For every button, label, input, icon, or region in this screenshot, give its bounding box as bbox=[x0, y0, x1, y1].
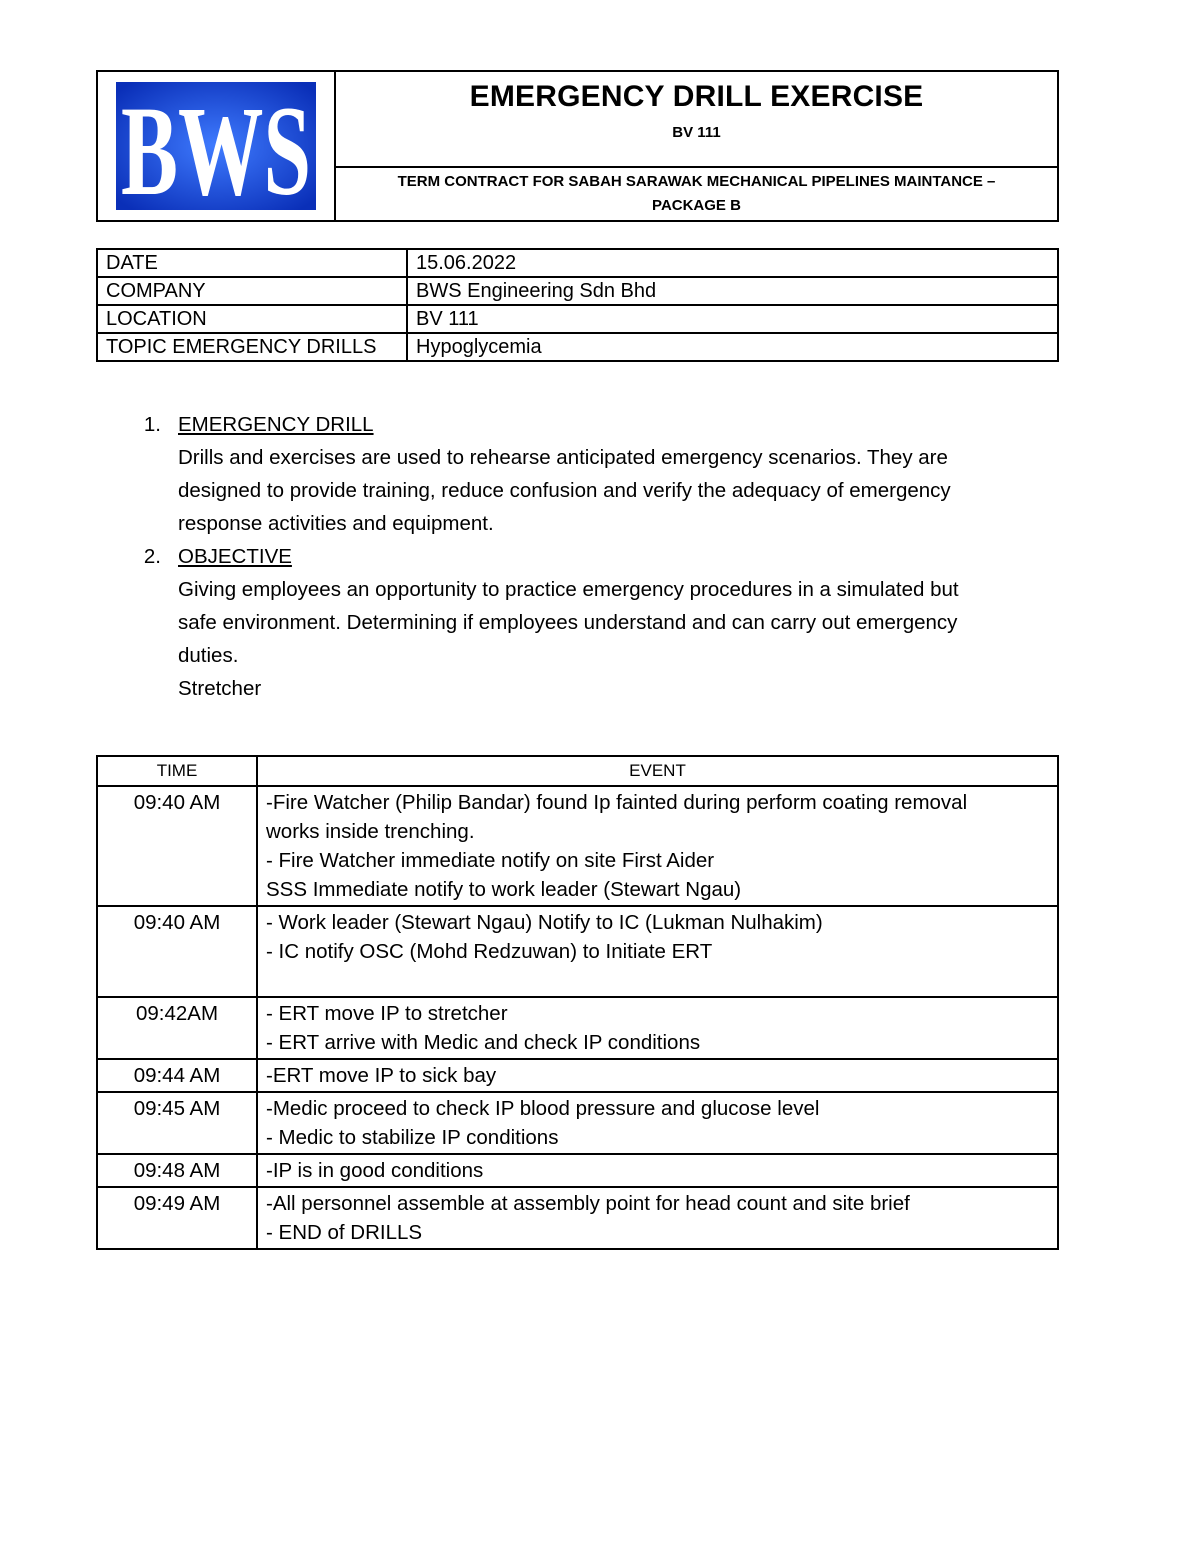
event-description bbox=[257, 1059, 1058, 1092]
time-column-header: TIME bbox=[97, 756, 257, 786]
table-row bbox=[97, 997, 1058, 1059]
info-row bbox=[97, 305, 1058, 333]
document-header bbox=[96, 70, 1059, 222]
info-row bbox=[97, 249, 1058, 277]
table-row bbox=[97, 1092, 1058, 1154]
section-line: Giving employees an opportunity to practice emergency procedures in a simulated but bbox=[178, 578, 959, 601]
event-line: - END of DRILLS bbox=[266, 1221, 423, 1244]
info-row bbox=[97, 333, 1058, 361]
section-heading: OBJECTIVE bbox=[178, 545, 292, 568]
event-line: - ERT arrive with Medic and check IP conditions bbox=[266, 1031, 701, 1054]
event-description bbox=[257, 786, 1058, 906]
event-description bbox=[257, 1187, 1058, 1249]
info-value: BWS Engineering Sdn Bhd bbox=[407, 277, 1058, 305]
section-line: duties. bbox=[178, 644, 239, 667]
table-row bbox=[97, 1154, 1058, 1187]
sections bbox=[96, 408, 1059, 705]
event-time: 09:49 AM bbox=[97, 1187, 257, 1249]
section-number: 2. bbox=[143, 545, 161, 568]
event-time: 09:42AM bbox=[97, 997, 257, 1059]
document-title: EMERGENCY DRILL EXERCISE bbox=[469, 80, 924, 113]
event-line: works inside trenching. bbox=[266, 820, 475, 843]
svg-text:BWS: BWS bbox=[121, 80, 311, 222]
event-line: -Fire Watcher (Philip Bandar) found Ip fainted during perform coating removal bbox=[266, 791, 968, 814]
event-description bbox=[257, 906, 1058, 997]
event-time: 09:40 AM bbox=[97, 786, 257, 906]
event-line: SSS Immediate notify to work leader (Stewart Ngau) bbox=[266, 878, 742, 901]
section-line: response activities and equipment. bbox=[178, 512, 494, 535]
info-label: TOPIC EMERGENCY DRILLS bbox=[97, 333, 407, 361]
table-row bbox=[97, 1187, 1058, 1249]
event-time: 09:40 AM bbox=[97, 906, 257, 997]
event-line: - IC notify OSC (Mohd Redzuwan) to Initiate ERT bbox=[266, 940, 713, 963]
section-number: 1. bbox=[143, 413, 161, 436]
event-time: 09:45 AM bbox=[97, 1092, 257, 1154]
info-value: BV 111 bbox=[407, 305, 1058, 333]
event-description bbox=[257, 1092, 1058, 1154]
event-line: -ERT move IP to sick bay bbox=[266, 1064, 497, 1087]
info-table bbox=[96, 248, 1059, 362]
event-description bbox=[257, 1154, 1058, 1187]
event-line: -IP is in good conditions bbox=[266, 1159, 484, 1182]
contract-title: TERM CONTRACT FOR SABAH SARAWAK MECHANICAL PIPELINES MAINTANCE – PACKAGE B bbox=[397, 173, 996, 214]
table-row bbox=[97, 1059, 1058, 1092]
document-code: BV 111 bbox=[672, 124, 721, 141]
info-value: Hypoglycemia bbox=[407, 333, 1058, 361]
timeline-table bbox=[96, 755, 1059, 1250]
section-line: Drills and exercises are used to rehearse anticipated emergency scenarios. They are bbox=[178, 446, 948, 469]
event-line: -All personnel assemble at assembly point for head count and site brief bbox=[266, 1192, 910, 1215]
info-row bbox=[97, 277, 1058, 305]
event-time: 09:48 AM bbox=[97, 1154, 257, 1187]
section-objective bbox=[96, 540, 1059, 705]
info-label: LOCATION bbox=[97, 305, 407, 333]
event-line: -Medic proceed to check IP blood pressure and glucose level bbox=[266, 1097, 820, 1120]
info-label: DATE bbox=[97, 249, 407, 277]
event-line: - Fire Watcher immediate notify on site First Aider bbox=[266, 849, 715, 872]
bws-logo-icon bbox=[116, 80, 316, 222]
event-line: - Work leader (Stewart Ngau) Notify to IC (Lukman Nulhakim) bbox=[266, 911, 823, 934]
table-row bbox=[97, 906, 1058, 997]
event-description bbox=[257, 997, 1058, 1059]
section-line: Stretcher bbox=[178, 677, 262, 700]
document-page bbox=[96, 70, 1059, 1250]
section-emergency-drill bbox=[96, 408, 1059, 540]
info-value: 15.06.2022 bbox=[407, 249, 1058, 277]
table-row bbox=[97, 786, 1058, 906]
event-line: - Medic to stabilize IP conditions bbox=[266, 1126, 559, 1149]
event-time: 09:44 AM bbox=[97, 1059, 257, 1092]
event-column-header: EVENT bbox=[257, 756, 1058, 786]
section-heading: EMERGENCY DRILL bbox=[178, 413, 374, 436]
info-label: COMPANY bbox=[97, 277, 407, 305]
section-line: safe environment. Determining if employees understand and can carry out emergency bbox=[178, 611, 958, 634]
event-line bbox=[266, 966, 1049, 995]
section-line: designed to provide training, reduce confusion and verify the adequacy of emergency bbox=[178, 479, 951, 502]
company-logo bbox=[98, 72, 336, 220]
event-line: - ERT move IP to stretcher bbox=[266, 1002, 508, 1025]
